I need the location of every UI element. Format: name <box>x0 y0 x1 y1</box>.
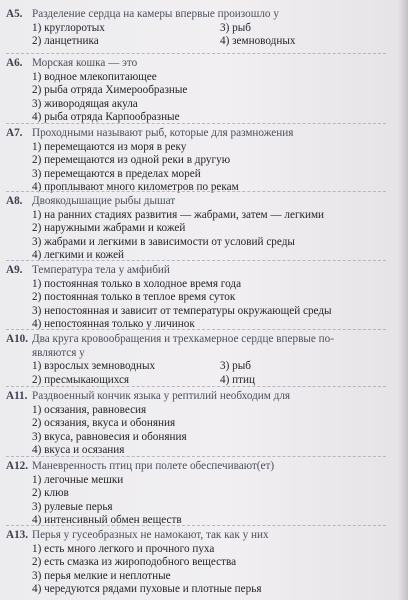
question-a8 <box>6 195 398 263</box>
divider <box>6 260 386 261</box>
question-a5 <box>6 8 398 49</box>
question-a7 <box>6 127 398 195</box>
question-number: A10. <box>6 333 29 345</box>
question-text-line-2: являются у <box>32 346 85 359</box>
answer-option: 2) ланцетника <box>32 35 99 48</box>
question-a13 <box>6 529 398 597</box>
answer-option: 1) перемещаются из моря в реку <box>32 140 187 153</box>
answer-option: 3) непостоянная и зависит от температуры окружающей среды <box>32 304 332 317</box>
answer-option: 2) пресмыкающихся <box>32 373 130 386</box>
answer-option: 2) наружными жабрами и кожей <box>32 222 186 235</box>
question-a12 <box>6 460 398 528</box>
answer-option: 1) на ранних стадиях развития — жабрами, затем — легкими <box>32 208 325 221</box>
question-number: A11. <box>6 390 28 402</box>
question-text: Двоякодышащие рыбы дышат <box>32 195 176 207</box>
divider <box>6 329 386 330</box>
question-number: A13. <box>6 529 29 541</box>
question-text: Проходными называют рыб, которые для размножения <box>32 127 294 139</box>
answer-option: 4) легкими и кожей <box>32 249 125 262</box>
page-edge-shadow <box>398 0 408 600</box>
question-text-line-1: Два круга кровообращения и трехкамерное сердце впервые по- <box>32 333 334 345</box>
answer-option: 1) постоянная только в холодное время года <box>32 277 242 290</box>
answer-option: 3) перемещаются в пределах морей <box>32 167 201 180</box>
answer-option: 3) жабрами и легкими в зависимости от условий среды <box>32 235 295 248</box>
question-number: A5. <box>6 8 23 20</box>
question-a6 <box>6 57 398 125</box>
answer-option: 3) рыб <box>220 360 251 373</box>
answer-option: 3) вкуса, равновесия и обоняния <box>32 430 187 443</box>
answer-option: 2) рыба отряда Химерообразные <box>32 84 188 97</box>
question-number: A7. <box>6 127 23 139</box>
answer-option: 1) осязания, равновесия <box>32 403 147 416</box>
question-text: Морская кошка — это <box>32 57 138 69</box>
answer-option: 1) легочные мешки <box>32 473 124 486</box>
question-number: A9. <box>6 264 23 276</box>
answer-option: 4) проплывают много километров по рекам <box>32 181 239 194</box>
answer-option: 4) птиц <box>220 373 255 386</box>
question-text: Раздвоенный кончик языка у рептилий необходим для <box>32 390 291 402</box>
answer-option: 4) чередуются рядами пуховые и плотные перья <box>32 583 262 596</box>
answer-option: 3) рулевые перья <box>32 500 113 513</box>
divider <box>6 191 386 192</box>
divider <box>6 386 386 387</box>
answer-option: 4) непостоянная только у личинок <box>32 318 195 331</box>
answer-option: 4) вкуса и осязания <box>32 444 125 457</box>
question-a11 <box>6 390 398 458</box>
question-text: Перья у гусеобразных не намокают, так как у них <box>32 529 269 541</box>
answer-option: 2) постоянная только в теплое время суток <box>32 291 236 304</box>
answer-option: 1) водное млекопитающее <box>32 70 157 83</box>
answer-option: 2) осязания, вкуса и обоняния <box>32 417 176 430</box>
question-a10 <box>6 333 398 387</box>
answer-option: 4) земноводных <box>220 35 296 48</box>
question-text: Температура тела у амфибий <box>32 264 170 276</box>
answer-option: 4) рыба отряда Карпообразные <box>32 111 180 124</box>
question-number: A12. <box>6 460 29 472</box>
answer-option: 2) есть смазка из жироподобного вещества <box>32 556 237 569</box>
answer-option: 4) интенсивный обмен веществ <box>32 514 182 527</box>
answer-option: 1) круглоротых <box>32 21 105 34</box>
answer-option: 3) рыб <box>220 21 251 34</box>
divider <box>6 123 386 124</box>
answer-option: 1) взрослых земноводных <box>32 360 156 373</box>
answer-option: 3) перья мелкие и неплотные <box>32 569 171 582</box>
question-number: A8. <box>6 195 23 207</box>
answer-option: 1) есть много легкого и прочного пуха <box>32 542 215 555</box>
question-text: Разделение сердца на камеры впервые произошло у <box>32 8 279 20</box>
answer-option: 2) перемещаются из одной реки в другую <box>32 154 231 167</box>
divider <box>6 53 386 54</box>
question-number: A6. <box>6 57 23 69</box>
answer-option: 2) клюв <box>32 487 69 500</box>
divider <box>6 525 386 526</box>
question-text: Маневренность птиц при полете обеспечивают(ет) <box>32 460 275 472</box>
question-a9 <box>6 264 398 332</box>
answer-option: 3) живородящая акула <box>32 97 138 110</box>
divider <box>6 456 386 457</box>
